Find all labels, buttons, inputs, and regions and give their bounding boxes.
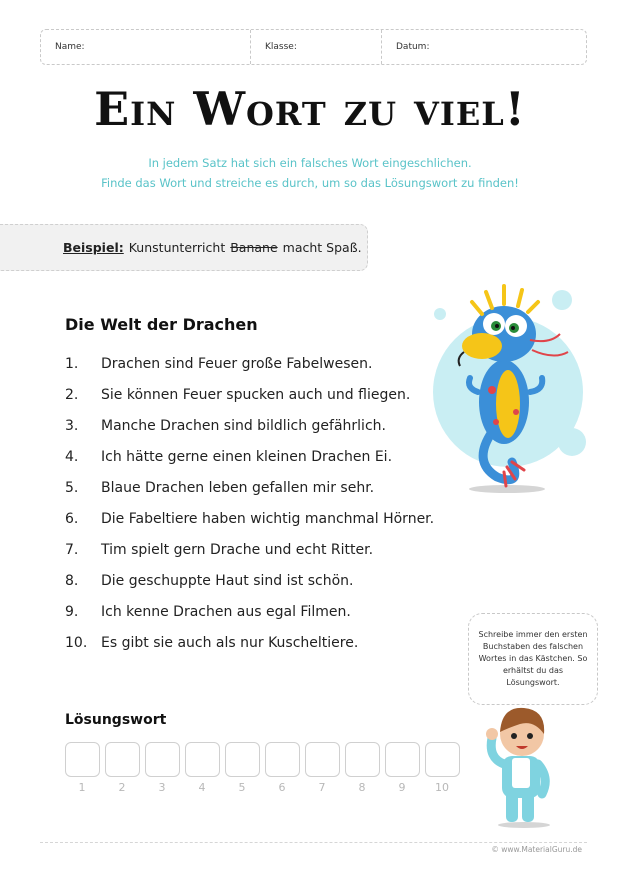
example-text-after: macht Spaß.	[282, 240, 362, 255]
example-text-before: Kunstunterricht	[128, 240, 226, 255]
solution-box-number: 2	[118, 781, 126, 794]
sentence-item[interactable]	[65, 449, 434, 480]
dragon-illustration	[412, 272, 602, 497]
sentence-list	[65, 356, 434, 666]
sentence-number: 4.	[65, 449, 79, 465]
solution-box-number: 7	[318, 781, 326, 794]
solution-box[interactable]	[265, 742, 300, 777]
sentence-item[interactable]	[65, 387, 434, 418]
sentence-text: Ich hätte gerne einen kleinen Drachen Ei.	[101, 449, 393, 465]
sentence-item[interactable]	[65, 573, 434, 604]
sentence-item[interactable]	[65, 635, 434, 666]
solution-box[interactable]	[425, 742, 460, 777]
solution-box-number: 4	[198, 781, 206, 794]
sentence-text: Drachen sind Feuer große Fabelwesen.	[101, 356, 373, 372]
sentence-item[interactable]	[65, 604, 434, 635]
solution-box[interactable]	[145, 742, 180, 777]
solution-title: Lösungswort	[65, 712, 167, 728]
example-struck-word: Banane	[230, 240, 278, 255]
solution-box[interactable]	[65, 742, 100, 777]
speech-bubble	[468, 613, 598, 705]
example-box	[0, 224, 368, 271]
solution-box[interactable]	[305, 742, 340, 777]
sentence-item[interactable]	[65, 511, 434, 542]
solution-box[interactable]	[385, 742, 420, 777]
class-field[interactable]	[250, 30, 381, 64]
solution-box-number: 1	[78, 781, 86, 794]
sentence-number: 5.	[65, 480, 79, 496]
copyright-notice: © www.MaterialGuru.de	[491, 845, 582, 854]
page-title: Ein Wort zu viel!	[94, 82, 526, 136]
student-info-header	[40, 29, 587, 65]
sentence-text: Die Fabeltiere haben wichtig manchmal Hörner.	[101, 511, 435, 527]
sentence-text: Blaue Drachen leben gefallen mir sehr.	[101, 480, 375, 496]
section-title: Die Welt der Drachen	[65, 315, 258, 334]
solution-box-number: 3	[158, 781, 166, 794]
sentence-text: Tim spielt gern Drache und echt Ritter.	[101, 542, 374, 558]
sentence-number: 8.	[65, 573, 79, 589]
sentence-number: 7.	[65, 542, 79, 558]
date-field[interactable]	[381, 30, 586, 64]
sentence-text: Manche Drachen sind bildlich gefährlich.	[101, 418, 386, 434]
sentence-item[interactable]	[65, 418, 434, 449]
instruction-line-1: In jedem Satz hat sich ein falsches Wort eingeschlichen.	[148, 156, 472, 170]
sentence-number: 1.	[65, 356, 79, 372]
sentence-item[interactable]	[65, 542, 434, 573]
solution-box[interactable]	[105, 742, 140, 777]
solution-box-number: 8	[358, 781, 366, 794]
solution-box-number: 9	[398, 781, 406, 794]
solution-box[interactable]	[225, 742, 260, 777]
footer-divider	[40, 842, 587, 843]
sentence-text: Sie können Feuer spucken auch und fliegen.	[101, 387, 411, 403]
solution-box[interactable]	[185, 742, 220, 777]
date-label: Datum:	[396, 42, 430, 52]
sentence-item[interactable]	[65, 356, 434, 387]
sentence-number: 6.	[65, 511, 79, 527]
solution-box-number: 10	[435, 781, 449, 794]
example-label: Beispiel:	[63, 240, 124, 255]
class-label: Klasse:	[265, 42, 297, 52]
sentence-text: Ich kenne Drachen aus egal Filmen.	[101, 604, 351, 620]
instructions	[0, 153, 620, 193]
instruction-line-2: Finde das Wort und streiche es durch, um so das Lösungswort zu finden!	[101, 176, 519, 190]
speech-bubble-text: Schreibe immer den ersten Buchstaben des falschen Wortes in das Kästchen. So erhältst du das Lösungswort.	[478, 630, 588, 687]
name-field[interactable]	[41, 30, 250, 64]
solution-box-number: 5	[238, 781, 246, 794]
boy-illustration	[476, 704, 576, 829]
sentence-text: Die geschuppte Haut sind ist schön.	[101, 573, 354, 589]
sentence-text: Es gibt sie auch als nur Kuscheltiere.	[101, 635, 359, 651]
sentence-number: 9.	[65, 604, 79, 620]
sentence-number: 2.	[65, 387, 79, 403]
solution-boxes	[62, 742, 462, 794]
solution-box[interactable]	[345, 742, 380, 777]
name-label: Name:	[55, 42, 85, 52]
sentence-item[interactable]	[65, 480, 434, 511]
sentence-number: 3.	[65, 418, 79, 434]
solution-box-number: 6	[278, 781, 286, 794]
sentence-number: 10.	[65, 635, 88, 651]
